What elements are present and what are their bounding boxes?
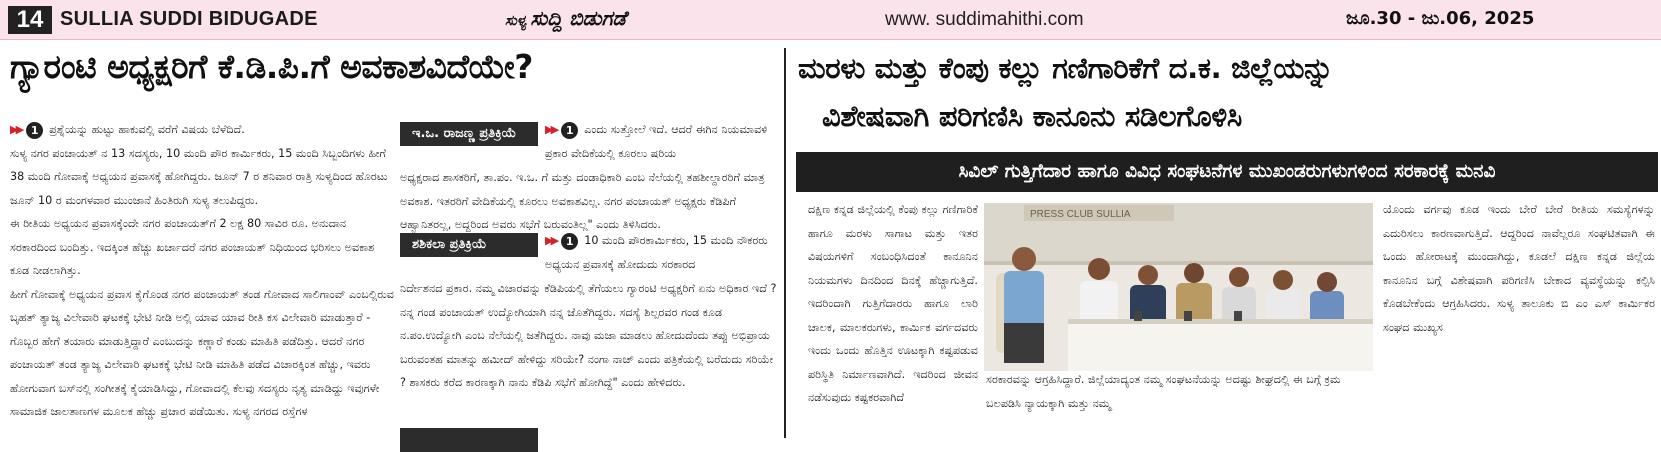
photo-banner-text: PRESS CLUB SULLIA <box>1030 209 1131 220</box>
newspaper-logo <box>505 6 626 30</box>
logo-small-text: ಸುಳ್ಯ <box>505 13 527 29</box>
page-number: 14 <box>8 6 52 34</box>
right-subheadline: ಸಿವಿಲ್ ಗುತ್ತಿಗೆದಾರ ಹಾಗೂ ವಿವಿಧ ಸಂಘಟನೆಗಳ ಮುಖಂಡರುಗಳುಗಳಿಂದ ಸರಕಾರಕ್ಕೆ ಮನವಿ <box>796 152 1658 192</box>
eo-response-text-continued: ಅಧ್ಯಕ್ಷರಾದ ಶಾಸಕರಿಗೆ, ತಾ.ಪಂ. ಇ.ಒ. ಗೆ ಮತ್ತು ದಂಡಾಧಿಕಾರಿ ಎಂಬ ನೆಲೆಯಲ್ಲಿ ತಹಶೀಲ್ದಾರರಿಗೆ ಮಾತ್ರ ಅವಕಾಶ. ಇತರರಿಗೆ ವೇದಿಕೆಯಲ್ಲಿ ಕೂರಲು ಅವಕಾಶವಿಲ್ಲ. ನಗರ ಪಂಚಾಯತ್ ಅಧ್ಯಕ್ಷರು ಕೆಡಿಪಿಗೆ ಆಹ್ವಾನಿತರಲ್ಲ, ಅದ್ದರಿಂದ ಅವರು ಸಭೆಗೆ ಬರುವಂತಿಲ್ಲ" ಎಂದು ತಿಳಿಸಿದರು. <box>400 171 765 231</box>
masthead <box>0 0 1661 40</box>
left-headline: ಗ್ಯಾರಂಟಿ ಅಧ್ಯಕ್ಷರಿಗೆ ಕೆ.ಡಿ.ಪಿ.ಗೆ ಅವಕಾಶವಿದೆಯೇ? <box>10 47 533 86</box>
response-label-eo: ಇ.ಒ. ರಾಜಣ್ಣ ಪ್ರತಿಕ್ರಿಯೆ <box>400 122 538 146</box>
paragraph: ಹೀಗೆ ಗೋವಾಕ್ಕೆ ಅಧ್ಯಯನ ಪ್ರವಾಸ ಕೈಗೊಂಡ ನಗರ ಪಂಚಾಯತ್ ತಂಡ ಗೋವಾದ ಸಾಲಿಗಾಂವ್ ಎಂಬಲ್ಲಿರುವ ಬೃಹತ್ ತ್ಯಾಜ್ಯ ವಿಲೇವಾರಿ ಘಟಕಕ್ಕೆ ಭೇಟಿ ನೀಡಿ ಅಲ್ಲಿ ಯಾವ ಯಾವ ರೀತಿ ಕಸ ವಿಲೇವಾರಿ ಮಾಡುತ್ತಾರೆ - ಗೊಬ್ಬರ ಹೇಗೆ ತಯಾರು ಮಾಡುತ್ತಿದ್ದಾರೆ ಎಂಬುದನ್ನು ಕಣ್ಣಾರೆ ಕಂಡು ಮಾಹಿತಿ ಪಡೆದಿತ್ತು. ಆದರೆ ನಗರ ಪಂಚಾಯತ್ ತಂಡ ತ್ಯಾಜ್ಯ ವಿಲೇವಾರಿ ಘಟಕಕ್ಕೆ ಭೇಟಿ ನೀಡಿ ಮಾಹಿತಿ ಪಡೆದ ವಿಚಾರಕ್ಕಿಂತ ಹೆಚ್ಚು, ಇವರು ಹೋಗುವಾಗ ಬಸ್‌ನಲ್ಲಿ ಸಂಗೀತಕ್ಕೆ ಕೈಯಾಡಿಸಿದ್ದು, ಗೋವಾದಲ್ಲಿ ಕೆಲವು ಸದಸ್ಯರು ನೃತ್ಯ ಮಾಡಿದ್ದು ಇವುಗಳೇ ಸಾಮಾಜಿಕ ಜಾಲತಾಣಗಳ ಮೂಲಕ ಹೆಚ್ಚು ಪ್ರಚಾರ ಪಡೆಯಿತು. ಸುಳ್ಯ ನಗರದ ರಸ್ತೆಗಳ <box>10 287 394 418</box>
paragraph: ಸುಳ್ಯ ನಗರ ಪಂಚಾಯತ್ ನ 13 ಸದಸ್ಯರು, 10 ಮಂದಿ ಪೌರ ಕಾರ್ಮಿಕರು, 15 ಮಂದಿ ಸಿಬ್ಬಂದಿಗಳು ಹೀಗೆ 38 ಮಂದಿ ಗೋವಾಕ್ಕೆ ಅಧ್ಯಯನ ಪ್ರವಾಸಕ್ಕೆ ಹೋಗಿದ್ದರು. ಜೂನ್ 7 ರ ಶನಿವಾರ ರಾತ್ರಿ ಸುಳ್ಯದಿಂದ ಹೊರಟು ಜೂನ್ 10 ರ ಮಂಗಳವಾರ ಮುಂಜಾನೆ ಹಿಂತಿರುಗಿ ಸುಳ್ಯ ತಲುಪಿದ್ದರು. <box>10 146 388 207</box>
paper-name: SULLIA SUDDI BIDUGADE <box>60 8 318 30</box>
photo-caption: ಸರಕಾರವನ್ನು ಆಗ್ರಹಿಸಿದ್ದಾರೆ. ಜಿಲ್ಲೆಯಾದ್ಯಂತ ನಮ್ಮ ಸಂಘಟನೆಯನ್ನು ಅದಷ್ಟು ಶೀಘ್ರದಲ್ಲಿ ಈ ಬಗ್ಗೆ ಕ್ರಮ ಬಲಪಡಿಸಿ ನ್ಯಾಯಕ್ಕಾಗಿ ಮತ್ತು ನಮ್ಮ <box>986 373 1341 410</box>
shashikala-response-text-continued: ನಿರ್ದೇಶನದ ಪ್ರಕಾರ. ನಮ್ಮ ವಿಚಾರವನ್ನು ಕೆಡಿಪಿಯಲ್ಲಿ ತೆಗೆಯಲು ಗ್ಯಾರಂಟಿ ಅಧ್ಯಕ್ಷರಿಗೆ ಏನು ಅಧಿಕಾರ ಇದೆ ? ನನ್ನ ಗಂಡ ಪಂಚಾಯತ್ ಉದ್ಯೋಗಿಯಾಗಿ ನನ್ನ ಜೊತೆಗಿದ್ದರು. ಸದಸ್ಯೆ ಶಿಲ್ಪರವರ ಗಂಡ ಕೂಡ ನ.ಪಂ.ಉದ್ಯೋಗಿ ಎಂಬ ನೆಲೆಯಲ್ಲಿ ಜತೆಗಿದ್ದರು. ನಾವು ಮಜಾ ಮಾಡಲು ಹೋದುದೆಂದು ತಪ್ಪು ಅಭಿಪ್ರಾಯ ಬರುವಂತಹ ಮಾತನ್ನು ಹಮೀದ್ ಹೇಳಿದ್ದು ಸರಿಯೇ? ನಂಗಾ ನಾಚ್ ಎಂದು ಪತ್ರಿಕೆಯಲ್ಲಿ ಬರೆದುದು ಸರಿಯೇ ? ಶಾಸಕರು ಕರೆದ ಕಾರಣಕ್ಕಾಗಿ ನಾನು ಕೆಡಿಪಿ ಸಭೆಗೆ ಹೋಗಿದ್ದೆ" ಎಂದು ಹೇಳಿದರು. <box>400 282 777 389</box>
column-divider <box>784 48 786 438</box>
right-story-column-a: ದಕ್ಷಿಣ ಕನ್ನಡ ಜಿಲ್ಲೆಯಲ್ಲಿ ಕೆಂಪು ಕಲ್ಲು ಗಣಿಗಾರಿಕೆ ಹಾಗೂ ಮರಳು ಸಾಗಾಟ ಮತ್ತು ಇತರ ವಿಷಯಗಳಿಗೆ ಸಂಬಂಧಿಸಿದಂತೆ ಕಾನೂನಿನ ನಿಯಮಗಳು ದಿನದಿಂದ ದಿನಕ್ಕೆ ಹೆಚ್ಚಾಗುತ್ತಿದೆ. ಇದರಿಂದಾಗಿ ಗುತ್ತಿಗೆದಾರರು ಹಾಗೂ ಲಾರಿ ಚಾಲಕ, ಮಾಲಕರುಗಳು, ಕಾರ್ಮಿಕ ವರ್ಗದವರು ಇಂದು ಒಂದು ಹೊತ್ತಿನ ಊಟಕ್ಕಾಗಿ ಕಷ್ಟಪಡುವ ಪರಿಸ್ಥಿತಿ ನಿರ್ಮಾಣವಾಗಿದೆ. ಇದರಿಂದ ಜೀವನ ನಡೆಸುವುದು ಕಷ್ಟಕರವಾಗಿದೆ <box>808 203 978 404</box>
shashikala-response-text: ▶▶ 1 10 ಮಂದಿ ಪೌರಕಾರ್ಮಿಕರು, 15 ಮಂದಿ ನೌಕರರು ಅಧ್ಯಯನ ಪ್ರವಾಸಕ್ಕೆ ಹೋದುದು ಸರಕಾರದ <box>545 234 768 271</box>
arrow-icon: ▶▶ <box>545 234 557 247</box>
response-label-shashikala: ಶಶಿಕಲಾ ಪ್ರತಿಕ್ರಿಯೆ <box>400 233 538 257</box>
arrow-icon: ▶▶ <box>10 123 22 136</box>
press-meet-illustration <box>984 203 1373 371</box>
continuation-number: 1 <box>561 233 578 250</box>
continuation-number: 1 <box>561 122 578 139</box>
eo-response-text: ▶▶ 1 ಎಂದು ಸುತ್ತೋಲೆ ಇದೆ. ಆದರೆ ಈಗಿನ ನಿಯಮಾವಳಿ ಪ್ರಕಾರ ವೇದಿಕೆಯಲ್ಲಿ ಕೂರಲು ಷರಿಯ <box>545 123 768 160</box>
right-story-column-c: ಯೊಂದು ವರ್ಗವು ಕೂಡ ಇಂದು ಬೇರೆ ಬೇರೆ ರೀತಿಯ ಸಮಸ್ಯೆಗಳನ್ನು ಎದುರಿಸಲು ಕಾರಣವಾಗುತ್ತಿದೆ. ಆದ್ದರಿಂದ ನಾವೆಲ್ಲರೂ ಸಂಘಟಿತವಾಗಿ ಈ ಒಂದು ಹೋರಾಟಕ್ಕೆ ಮುಂದಾಗಿದ್ದು, ಕೂಡಲೆ ದಕ್ಷಿಣ ಕನ್ನಡ ಜಿಲ್ಲೆಯ ಕಾನೂನಿನ ಬಗ್ಗೆ ವಿಶೇಷವಾಗಿ ಪರಿಗಣಿಸಿ ಬೇಕಾದ ವ್ಯವಸ್ಥೆಯನ್ನು ಕಲ್ಪಿಸಿ ಕೊಡಬೇಕೆಂದು ಆಗ್ರಹಿಸಿದರು. ಸುಳ್ಯ ತಾಲೂಕು ಬಿ ಎಂ ಎಸ್ ಕಾರ್ಮಿಕರ ಸಂಘದ ಮುಖ್ಯಸ <box>1383 203 1655 334</box>
continuation-number: 1 <box>26 122 43 139</box>
issue-date: ಜೂ.30 - ಜು.06, 2025 <box>1346 8 1535 29</box>
right-headline-line1: ಮರಳು ಮತ್ತು ಕೆಂಪು ಕಲ್ಲು ಗಣಿಗಾರಿಕೆಗೆ ದ.ಕ. ಜಿಲ್ಲೆಯನ್ನು <box>798 51 1334 85</box>
paragraph: ಈ ರೀತಿಯ ಅಧ್ಯಯನ ಪ್ರವಾಸಕ್ಕೆಂದೇ ನಗರ ಪಂಚಾಯತ್‌ಗೆ 2 ಲಕ್ಷ 80 ಸಾವಿರ ರೂ. ಅನುದಾನ ಸರಕಾರದಿಂದ ಬಂದಿತ್ತು. ಇದಕ್ಕಿಂತ ಹೆಚ್ಚು ಖರ್ಚಾದರೆ ನಗರ ಪಂಚಾಯತ್ ನಿಧಿಯಿಂದ ಭರಿಸಲು ಅವಕಾಶ ಕೂಡ ನೀಡಲಾಗಿತ್ತು. <box>10 217 375 277</box>
logo-main-text: ಸುದ್ದಿ ಬಿಡುಗಡೆ <box>530 6 627 30</box>
arrow-icon: ▶▶ <box>545 123 557 136</box>
website-url: www. suddimahithi.com <box>885 9 1084 30</box>
press-meet-photo <box>984 203 1373 371</box>
response-label-third <box>400 428 538 452</box>
left-story-column <box>10 118 395 438</box>
right-headline-line2: ವಿಶೇಷವಾಗಿ ಪರಿಗಣಿಸಿ ಕಾನೂನು ಸಡಿಲಗೊಳಿಸಿ <box>822 99 1243 133</box>
paragraph: ▶▶ 1 ಪ್ರಶ್ನೆಯನ್ನು ಹುಟ್ಟು ಹಾಕುವಲ್ಲಿ ವರೆಗೆ ವಿಷಯ ಬೆಳೆದಿದೆ. <box>10 123 245 137</box>
